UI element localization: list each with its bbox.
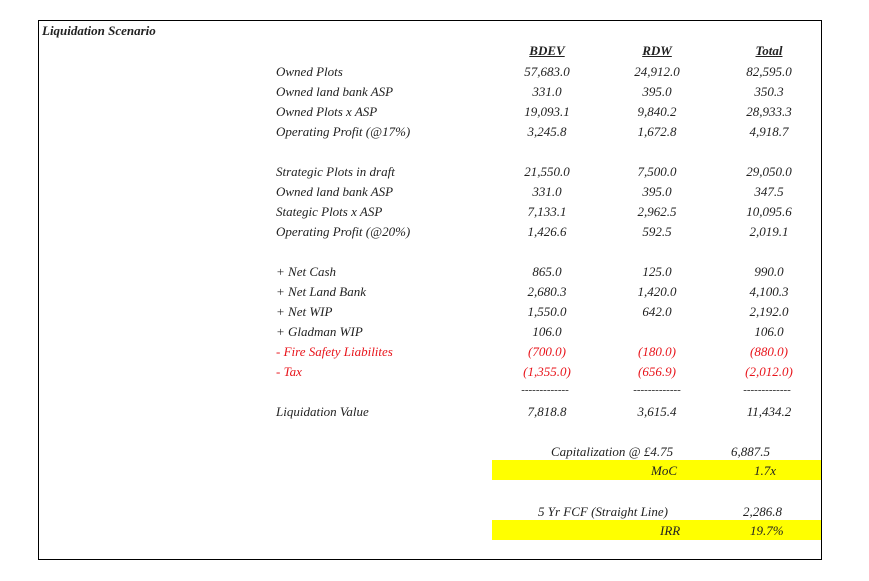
cell-rdw: 642.0	[642, 304, 672, 319]
column-header-rdw: RDW	[642, 43, 672, 58]
row-label: - Tax	[276, 364, 302, 379]
cell-bdev: 865.0	[532, 264, 562, 279]
capitalization-value: 6,887.5	[731, 444, 770, 459]
subtotal-rule-rdw: -------------	[633, 384, 681, 396]
cell-rdw: 7,500.0	[637, 164, 677, 179]
table-row	[0, 184, 869, 204]
cell-rdw: (180.0)	[638, 344, 676, 359]
cell-bdev: 1,550.0	[527, 304, 567, 319]
fcf-label: 5 Yr FCF (Straight Line)	[538, 504, 669, 519]
table-row	[0, 364, 869, 384]
cell-rdw: 2,962.5	[637, 204, 677, 219]
cell-rdw: (656.9)	[638, 364, 676, 379]
cell-rdw: 24,912.0	[634, 64, 680, 79]
table-row	[0, 204, 869, 224]
row-label: Owned land bank ASP	[276, 84, 394, 99]
row-label: Operating Profit (@17%)	[276, 124, 411, 139]
fcf-value: 2,286.8	[743, 504, 782, 519]
cell-total: 4,918.7	[749, 124, 789, 139]
cell-total: 350.3	[754, 84, 784, 99]
cell-total: 2,019.1	[749, 224, 789, 239]
cell-total: 10,095.6	[746, 204, 792, 219]
cell-bdev: 2,680.3	[527, 284, 567, 299]
cell-rdw: 1,672.8	[637, 124, 677, 139]
cell-bdev: 57,683.0	[524, 64, 570, 79]
sheet-title: Liquidation Scenario	[42, 23, 156, 38]
moc-value: 1.7x	[754, 463, 777, 478]
row-label: + Net Cash	[276, 264, 337, 279]
table-row	[0, 304, 869, 324]
table-row	[0, 64, 869, 84]
cell-total: (2,012.0)	[745, 364, 793, 379]
table-row	[0, 224, 869, 244]
cell-total: 28,933.3	[746, 104, 792, 119]
row-label: Operating Profit (@20%)	[276, 224, 411, 239]
cell-bdev: 331.0	[532, 184, 562, 199]
table-row	[0, 84, 869, 104]
cell-bdev: (700.0)	[528, 344, 566, 359]
capitalization-label: Capitalization @ £4.75	[551, 444, 674, 459]
table-row	[0, 264, 869, 284]
cell-total: 11,434.2	[746, 404, 792, 419]
table-row	[0, 324, 869, 344]
row-label: Stategic Plots x ASP	[276, 204, 383, 219]
cell-total: 106.0	[754, 324, 784, 339]
column-header-total: Total	[755, 43, 783, 58]
cell-bdev: 331.0	[532, 84, 562, 99]
cell-rdw: 395.0	[642, 84, 672, 99]
cell-bdev: 7,133.1	[527, 204, 567, 219]
column-header-bdev: BDEV	[529, 43, 565, 58]
cell-total: 4,100.3	[749, 284, 789, 299]
irr-label: IRR	[660, 523, 681, 538]
row-label: + Net Land Bank	[276, 284, 367, 299]
cell-rdw: 125.0	[642, 264, 672, 279]
cell-bdev: 3,245.8	[527, 124, 567, 139]
row-label: Owned Plots x ASP	[276, 104, 378, 119]
cell-bdev: 1,426.6	[527, 224, 567, 239]
table-row	[0, 124, 869, 144]
subtotal-rule-total: -------------	[743, 384, 791, 396]
cell-total: 29,050.0	[746, 164, 792, 179]
cell-bdev: 21,550.0	[524, 164, 570, 179]
moc-label: MoC	[651, 463, 677, 478]
table-row	[0, 284, 869, 304]
table-row	[0, 104, 869, 124]
irr-value: 19.7%	[750, 523, 784, 538]
row-label: + Gladman WIP	[276, 324, 363, 339]
row-label: - Fire Safety Liabilites	[276, 344, 393, 359]
table-row	[0, 404, 869, 424]
row-label: Owned land bank ASP	[276, 184, 394, 199]
cell-total: 347.5	[754, 184, 784, 199]
cell-rdw: 3,615.4	[637, 404, 677, 419]
cell-total: 990.0	[754, 264, 784, 279]
cell-total: 2,192.0	[749, 304, 789, 319]
row-label: Liquidation Value	[276, 404, 369, 419]
cell-total: 82,595.0	[746, 64, 792, 79]
cell-bdev: 106.0	[532, 324, 562, 339]
subtotal-rule-bdev: -------------	[521, 384, 569, 396]
cell-total: (880.0)	[750, 344, 788, 359]
row-label: + Net WIP	[276, 304, 333, 319]
table-row	[0, 164, 869, 184]
row-label: Owned Plots	[276, 64, 343, 79]
cell-bdev: 7,818.8	[527, 404, 567, 419]
row-label: Strategic Plots in draft	[276, 164, 395, 179]
table-row	[0, 344, 869, 364]
cell-rdw: 1,420.0	[637, 284, 677, 299]
cell-bdev: (1,355.0)	[523, 364, 571, 379]
cell-rdw: 592.5	[642, 224, 672, 239]
cell-rdw: 9,840.2	[637, 104, 677, 119]
cell-rdw: 395.0	[642, 184, 672, 199]
cell-bdev: 19,093.1	[524, 104, 570, 119]
